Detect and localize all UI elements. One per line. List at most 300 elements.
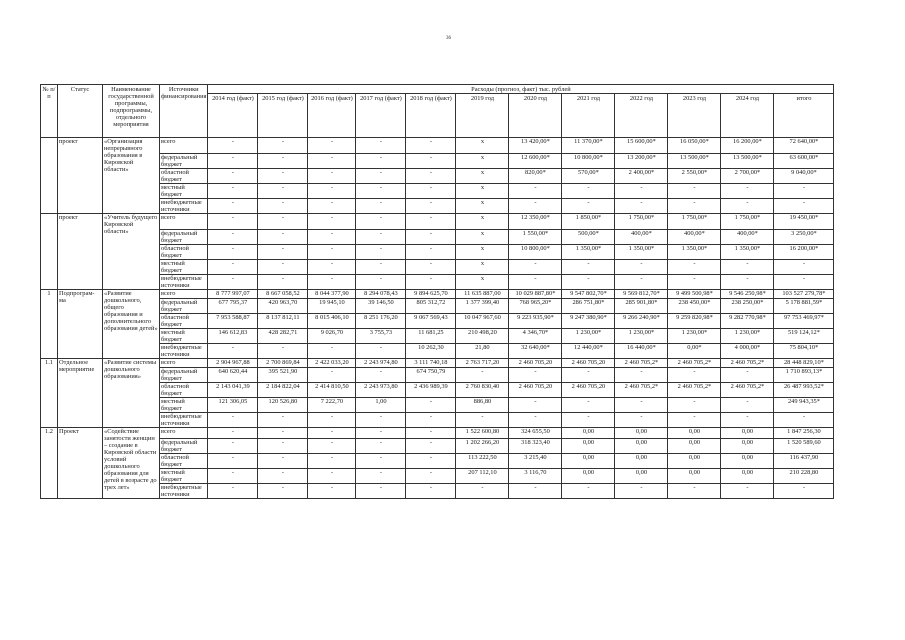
- value-cell: 3 116,70: [509, 469, 562, 484]
- value-cell: -: [721, 199, 774, 214]
- value-cell: 2 243 973,80: [356, 383, 406, 398]
- header-year: 2014 год (факт): [208, 94, 258, 138]
- value-cell: -: [562, 199, 615, 214]
- value-cell: -: [721, 184, 774, 199]
- value-cell: 16 200,00*: [721, 138, 774, 154]
- value-cell: -: [208, 199, 258, 214]
- value-cell: 3 250,00*: [774, 230, 834, 245]
- value-cell: 2 700 869,84: [258, 359, 308, 368]
- value-cell: -: [774, 184, 834, 199]
- value-cell: 1 230,00*: [721, 329, 774, 344]
- value-cell: -: [208, 428, 258, 439]
- value-cell: 677 795,37: [208, 299, 258, 314]
- value-cell: 0,00: [668, 439, 721, 454]
- value-cell: 8 251 176,20: [356, 314, 406, 329]
- value-cell: -: [258, 344, 308, 359]
- header-year: 2017 год (факт): [356, 94, 406, 138]
- value-cell: -: [308, 484, 356, 499]
- value-cell: -: [721, 484, 774, 499]
- value-cell: -: [721, 275, 774, 290]
- value-cell: -: [774, 484, 834, 499]
- value-cell: -: [668, 484, 721, 499]
- row-status: проект: [58, 214, 103, 290]
- value-cell: 640 620,44: [208, 368, 258, 383]
- funding-source: всего: [160, 214, 208, 230]
- value-cell: 10 800,00*: [509, 245, 562, 260]
- funding-source: внебюджетные источники: [160, 484, 208, 499]
- value-cell: 13 500,00*: [668, 154, 721, 169]
- table-row: [41, 344, 834, 359]
- value-cell: 4 346,70*: [509, 329, 562, 344]
- value-cell: -: [208, 230, 258, 245]
- value-cell: -: [258, 214, 308, 230]
- value-cell: 768 965,20*: [509, 299, 562, 314]
- value-cell: 7 222,70: [308, 398, 356, 413]
- row-name: «Организация непрерывного образования в Кировской области»: [103, 138, 160, 214]
- value-cell: 1 230,00*: [562, 329, 615, 344]
- value-cell: 2 460 705,20: [509, 383, 562, 398]
- value-cell: 1 520 589,60: [774, 439, 834, 454]
- value-cell: 0,00: [668, 454, 721, 469]
- value-cell: 0,00: [721, 469, 774, 484]
- value-cell: 3 215,40: [509, 454, 562, 469]
- value-cell: -: [615, 368, 668, 383]
- table-row: [41, 439, 834, 454]
- value-cell: 1 350,00*: [721, 245, 774, 260]
- value-cell: -: [258, 260, 308, 275]
- value-cell: 9 266 240,90*: [615, 314, 668, 329]
- value-cell: -: [356, 454, 406, 469]
- header-name: Наименование государственной программы, подпрограммы, отдельного мероприятия: [103, 85, 160, 138]
- funding-source: федеральный бюджет: [160, 230, 208, 245]
- value-cell: -: [509, 275, 562, 290]
- value-cell: 1 750,00*: [668, 214, 721, 230]
- value-cell: -: [668, 275, 721, 290]
- budget-table: [40, 84, 834, 499]
- value-cell: -: [615, 398, 668, 413]
- row-status: проект: [58, 138, 103, 214]
- value-cell: -: [406, 214, 456, 230]
- value-cell: -: [562, 368, 615, 383]
- header-year: итого: [774, 94, 834, 138]
- value-cell: -: [208, 245, 258, 260]
- value-cell: 146 612,83: [208, 329, 258, 344]
- value-cell: -: [356, 199, 406, 214]
- value-cell: 15 600,00*: [615, 138, 668, 154]
- funding-source: внебюджетные источники: [160, 344, 208, 359]
- funding-source: областной бюджет: [160, 245, 208, 260]
- value-cell: -: [456, 413, 509, 428]
- value-cell: -: [721, 368, 774, 383]
- table-row: [41, 184, 834, 199]
- value-cell: -: [308, 214, 356, 230]
- value-cell: 113 222,50: [456, 454, 509, 469]
- funding-source: местный бюджет: [160, 184, 208, 199]
- value-cell: -: [208, 154, 258, 169]
- value-cell: 4 000,00*: [721, 344, 774, 359]
- value-cell: -: [258, 169, 308, 184]
- value-cell: -: [208, 454, 258, 469]
- value-cell: 13 200,00*: [615, 154, 668, 169]
- value-cell: -: [615, 199, 668, 214]
- funding-source: всего: [160, 359, 208, 368]
- value-cell: -: [308, 184, 356, 199]
- value-cell: -: [308, 469, 356, 484]
- value-cell: -: [308, 413, 356, 428]
- value-cell: -: [774, 260, 834, 275]
- value-cell: 1 550,00*: [509, 230, 562, 245]
- value-cell: 2 460 705,2*: [721, 359, 774, 368]
- table-row: [41, 314, 834, 329]
- funding-source: федеральный бюджет: [160, 439, 208, 454]
- value-cell: 2 760 830,40: [456, 383, 509, 398]
- value-cell: -: [258, 484, 308, 499]
- value-cell: 238 250,00*: [721, 299, 774, 314]
- header-year: 2015 год (факт): [258, 94, 308, 138]
- value-cell: 2 460 705,2*: [615, 383, 668, 398]
- value-cell: -: [308, 169, 356, 184]
- value-cell: -: [668, 368, 721, 383]
- value-cell: -: [668, 184, 721, 199]
- value-cell: 97 753 469,97*: [774, 314, 834, 329]
- value-cell: -: [356, 484, 406, 499]
- funding-source: местный бюджет: [160, 329, 208, 344]
- value-cell: -: [668, 260, 721, 275]
- value-cell: -: [356, 275, 406, 290]
- header-year: 2022 год: [615, 94, 668, 138]
- value-cell: x: [456, 230, 509, 245]
- value-cell: 21,80: [456, 344, 509, 359]
- value-cell: 1 377 399,40: [456, 299, 509, 314]
- value-cell: -: [356, 428, 406, 439]
- value-cell: 500,00*: [562, 230, 615, 245]
- value-cell: x: [456, 245, 509, 260]
- header-expenses: Расходы (прогноз, факт) тыс. рублей: [208, 85, 834, 94]
- value-cell: x: [456, 138, 509, 154]
- row-number: 1: [41, 290, 58, 359]
- header-year: 2023 год: [668, 94, 721, 138]
- funding-source: всего: [160, 290, 208, 299]
- value-cell: -: [509, 199, 562, 214]
- value-cell: 16 200,00*: [774, 245, 834, 260]
- value-cell: 1 230,00*: [615, 329, 668, 344]
- table-row: [41, 275, 834, 290]
- value-cell: 1 750,00*: [615, 214, 668, 230]
- value-cell: -: [668, 413, 721, 428]
- value-cell: 820,00*: [509, 169, 562, 184]
- value-cell: 1 350,00*: [668, 245, 721, 260]
- value-cell: 9 547 802,70*: [562, 290, 615, 299]
- value-cell: -: [615, 184, 668, 199]
- table-row: [41, 214, 834, 230]
- value-cell: 2 460 705,2*: [615, 359, 668, 368]
- value-cell: 8 294 078,43: [356, 290, 406, 299]
- value-cell: 16 050,00*: [668, 138, 721, 154]
- value-cell: -: [356, 413, 406, 428]
- value-cell: -: [258, 413, 308, 428]
- row-status: Отдельное мероприятие: [58, 359, 103, 428]
- value-cell: -: [308, 138, 356, 154]
- value-cell: 400,00*: [721, 230, 774, 245]
- table-row: [41, 138, 834, 154]
- table-row: [41, 359, 834, 368]
- value-cell: 1 847 256,30: [774, 428, 834, 439]
- value-cell: -: [208, 169, 258, 184]
- value-cell: 12 440,00*: [562, 344, 615, 359]
- value-cell: 1 202 266,20: [456, 439, 509, 454]
- value-cell: -: [258, 275, 308, 290]
- value-cell: -: [509, 413, 562, 428]
- value-cell: -: [562, 275, 615, 290]
- value-cell: 75 804,10*: [774, 344, 834, 359]
- table-row: [41, 154, 834, 169]
- value-cell: -: [406, 398, 456, 413]
- value-cell: -: [208, 275, 258, 290]
- value-cell: 9 282 770,98*: [721, 314, 774, 329]
- value-cell: 72 640,00*: [774, 138, 834, 154]
- value-cell: -: [406, 428, 456, 439]
- value-cell: -: [615, 484, 668, 499]
- value-cell: 19 945,10: [308, 299, 356, 314]
- value-cell: x: [456, 169, 509, 184]
- row-name: «Развитие дошкольного, общего образования и дополнительного образования детей»: [103, 290, 160, 359]
- value-cell: -: [406, 413, 456, 428]
- value-cell: 2 460 705,20: [562, 383, 615, 398]
- value-cell: -: [208, 413, 258, 428]
- value-cell: -: [208, 184, 258, 199]
- value-cell: 2 763 717,20: [456, 359, 509, 368]
- value-cell: 2 460 705,2*: [721, 383, 774, 398]
- value-cell: 286 751,80*: [562, 299, 615, 314]
- value-cell: -: [406, 245, 456, 260]
- value-cell: 2 422 033,20: [308, 359, 356, 368]
- row-name: «Содействие занятости женщин – создание в Кировской области условий дошкольного образования для детей в возрасте до трех лет»: [103, 428, 160, 499]
- value-cell: -: [406, 138, 456, 154]
- value-cell: 2 143 041,39: [208, 383, 258, 398]
- value-cell: 395 521,90: [258, 368, 308, 383]
- value-cell: -: [208, 439, 258, 454]
- value-cell: -: [356, 368, 406, 383]
- value-cell: -: [356, 154, 406, 169]
- value-cell: -: [406, 230, 456, 245]
- funding-source: внебюджетные источники: [160, 275, 208, 290]
- value-cell: -: [208, 260, 258, 275]
- value-cell: 1 350,00*: [615, 245, 668, 260]
- value-cell: 318 323,40: [509, 439, 562, 454]
- value-cell: 324 655,50: [509, 428, 562, 439]
- table-row: [41, 383, 834, 398]
- value-cell: -: [721, 260, 774, 275]
- value-cell: -: [258, 184, 308, 199]
- table-row: [41, 454, 834, 469]
- value-cell: -: [668, 199, 721, 214]
- value-cell: -: [258, 154, 308, 169]
- value-cell: 12 600,00*: [509, 154, 562, 169]
- value-cell: 249 943,35*: [774, 398, 834, 413]
- value-cell: -: [406, 184, 456, 199]
- value-cell: -: [356, 138, 406, 154]
- value-cell: 0,00: [721, 454, 774, 469]
- value-cell: 8 777 997,07: [208, 290, 258, 299]
- value-cell: -: [258, 428, 308, 439]
- value-cell: 238 450,00*: [668, 299, 721, 314]
- value-cell: 9 259 820,98*: [668, 314, 721, 329]
- value-cell: -: [356, 169, 406, 184]
- row-number: 1.2: [41, 428, 58, 499]
- value-cell: 2 700,00*: [721, 169, 774, 184]
- value-cell: x: [456, 154, 509, 169]
- value-cell: -: [562, 398, 615, 413]
- value-cell: -: [308, 344, 356, 359]
- value-cell: 28 448 829,10*: [774, 359, 834, 368]
- value-cell: 63 600,00*: [774, 154, 834, 169]
- value-cell: 2 460 705,20: [509, 359, 562, 368]
- value-cell: 9 894 625,70: [406, 290, 456, 299]
- value-cell: 2 460 705,20: [562, 359, 615, 368]
- value-cell: -: [562, 260, 615, 275]
- value-cell: -: [208, 469, 258, 484]
- value-cell: -: [258, 199, 308, 214]
- funding-source: местный бюджет: [160, 398, 208, 413]
- value-cell: 2 243 974,80: [356, 359, 406, 368]
- value-cell: -: [208, 138, 258, 154]
- value-cell: 0,00: [562, 439, 615, 454]
- value-cell: 9 026,70: [308, 329, 356, 344]
- table-row: [41, 329, 834, 344]
- value-cell: -: [208, 214, 258, 230]
- value-cell: 1 230,00*: [668, 329, 721, 344]
- table-row: [41, 398, 834, 413]
- value-cell: -: [668, 398, 721, 413]
- value-cell: 210 498,20: [456, 329, 509, 344]
- value-cell: 103 527 279,78*: [774, 290, 834, 299]
- row-status: Подпрограм-ма: [58, 290, 103, 359]
- value-cell: -: [615, 260, 668, 275]
- value-cell: -: [721, 413, 774, 428]
- value-cell: 9 546 250,98*: [721, 290, 774, 299]
- value-cell: 8 044 377,90: [308, 290, 356, 299]
- funding-source: областной бюджет: [160, 169, 208, 184]
- value-cell: 9 223 935,90*: [509, 314, 562, 329]
- value-cell: -: [509, 260, 562, 275]
- value-cell: 8 137 812,11: [258, 314, 308, 329]
- value-cell: -: [308, 439, 356, 454]
- value-cell: -: [406, 199, 456, 214]
- value-cell: 1 710 893,13*: [774, 368, 834, 383]
- value-cell: -: [308, 230, 356, 245]
- value-cell: -: [308, 245, 356, 260]
- table-row: [41, 413, 834, 428]
- value-cell: -: [774, 199, 834, 214]
- value-cell: 9 569 812,70*: [615, 290, 668, 299]
- value-cell: 13 420,00*: [509, 138, 562, 154]
- funding-source: федеральный бюджет: [160, 368, 208, 383]
- value-cell: -: [615, 413, 668, 428]
- value-cell: x: [456, 184, 509, 199]
- value-cell: -: [406, 439, 456, 454]
- value-cell: -: [258, 469, 308, 484]
- header-no: № п/п: [41, 85, 58, 138]
- value-cell: 9 067 569,43: [406, 314, 456, 329]
- value-cell: -: [258, 454, 308, 469]
- value-cell: 120 526,80: [258, 398, 308, 413]
- value-cell: 2 436 989,39: [406, 383, 456, 398]
- value-cell: x: [456, 275, 509, 290]
- value-cell: -: [308, 260, 356, 275]
- value-cell: 0,00: [562, 428, 615, 439]
- row-number: [41, 138, 58, 214]
- value-cell: -: [356, 230, 406, 245]
- value-cell: 9 499 500,98*: [668, 290, 721, 299]
- funding-source: всего: [160, 138, 208, 154]
- header-status: Статус: [58, 85, 103, 138]
- value-cell: -: [615, 275, 668, 290]
- value-cell: 2 400,00*: [615, 169, 668, 184]
- value-cell: 10 800,00*: [562, 154, 615, 169]
- value-cell: 11 681,25: [406, 329, 456, 344]
- header-year: 2016 год (факт): [308, 94, 356, 138]
- value-cell: -: [509, 484, 562, 499]
- value-cell: 0,00: [562, 469, 615, 484]
- value-cell: 39 146,50: [356, 299, 406, 314]
- value-cell: -: [308, 368, 356, 383]
- value-cell: 9 247 380,90*: [562, 314, 615, 329]
- value-cell: -: [356, 469, 406, 484]
- value-cell: 10 029 887,80*: [509, 290, 562, 299]
- value-cell: 886,80: [456, 398, 509, 413]
- value-cell: 2 414 810,50: [308, 383, 356, 398]
- row-status: Проект: [58, 428, 103, 499]
- value-cell: -: [406, 454, 456, 469]
- value-cell: -: [308, 199, 356, 214]
- funding-source: местный бюджет: [160, 469, 208, 484]
- value-cell: -: [258, 138, 308, 154]
- value-cell: -: [258, 245, 308, 260]
- value-cell: 2 904 967,88: [208, 359, 258, 368]
- value-cell: 1,00: [356, 398, 406, 413]
- funding-source: федеральный бюджет: [160, 154, 208, 169]
- value-cell: 1 350,00*: [562, 245, 615, 260]
- header-year: 2019 год: [456, 94, 509, 138]
- value-cell: 0,00: [721, 428, 774, 439]
- value-cell: -: [356, 344, 406, 359]
- value-cell: -: [208, 344, 258, 359]
- value-cell: 0,00: [615, 454, 668, 469]
- value-cell: 13 500,00*: [721, 154, 774, 169]
- value-cell: 8 667 058,52: [258, 290, 308, 299]
- value-cell: -: [406, 469, 456, 484]
- funding-source: областной бюджет: [160, 383, 208, 398]
- value-cell: 116 437,90: [774, 454, 834, 469]
- value-cell: -: [208, 484, 258, 499]
- value-cell: -: [356, 214, 406, 230]
- table-row: [41, 469, 834, 484]
- value-cell: 0,00: [668, 428, 721, 439]
- value-cell: 1 850,00*: [562, 214, 615, 230]
- funding-source: федеральный бюджет: [160, 299, 208, 314]
- value-cell: -: [774, 275, 834, 290]
- header-year: 2018 год (факт): [406, 94, 456, 138]
- value-cell: -: [562, 484, 615, 499]
- value-cell: 0,00: [562, 454, 615, 469]
- value-cell: -: [258, 230, 308, 245]
- value-cell: 16 440,00*: [615, 344, 668, 359]
- value-cell: 210 228,80: [774, 469, 834, 484]
- value-cell: 0,00*: [668, 344, 721, 359]
- header-year: 2021 год: [562, 94, 615, 138]
- value-cell: 0,00: [721, 439, 774, 454]
- value-cell: 0,00: [615, 428, 668, 439]
